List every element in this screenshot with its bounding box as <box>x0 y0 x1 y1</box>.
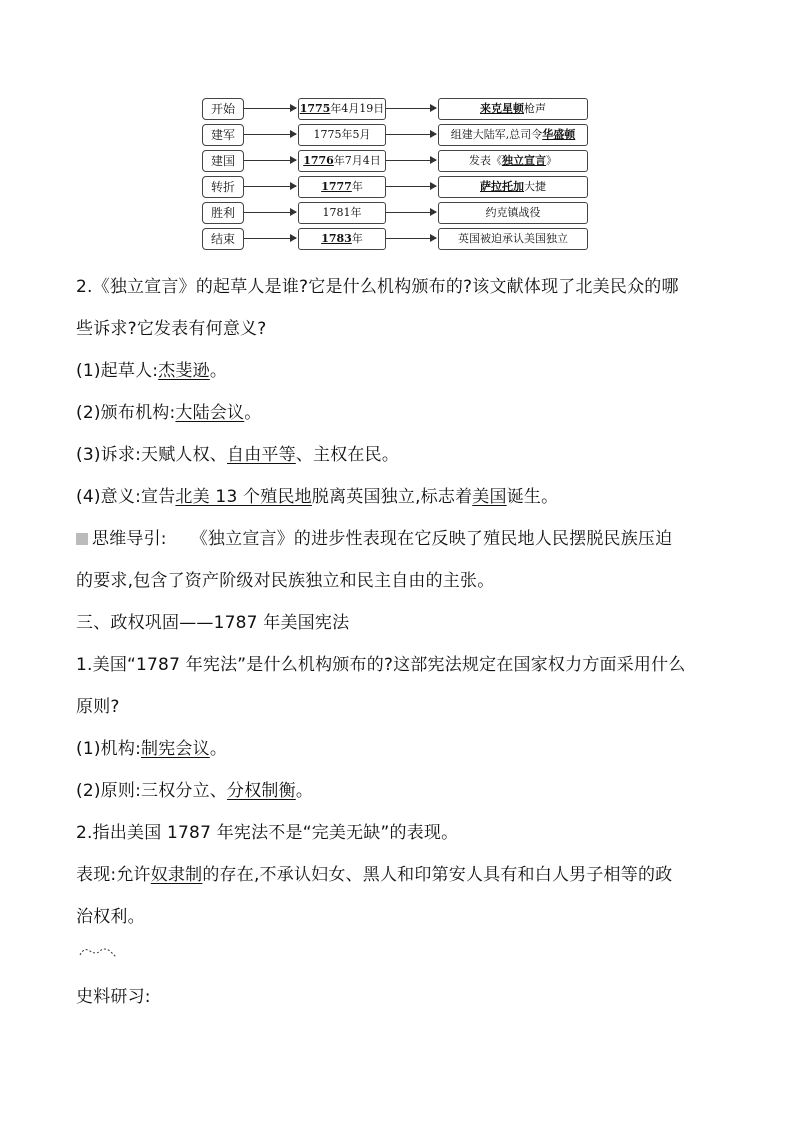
arrow-icon <box>386 160 436 161</box>
arrow-icon <box>244 186 296 187</box>
thinking-guide: 思维导引: 《独立宣言》的进步性表现在它反映了殖民地人民摆脱民族压迫 <box>76 524 672 549</box>
answer-drafter: (1)起草人:杰斐逊。 <box>76 361 228 381</box>
timeline-date: 1781年 <box>298 202 386 224</box>
answer-significance: (4)意义:宣告北美 13 个殖民地脱离英国独立,标志着美国诞生。 <box>76 487 559 507</box>
timeline-event: 萨拉托加大捷 <box>438 176 588 198</box>
question-2-line-2: 些诉求?它发表有何意义? <box>76 319 267 339</box>
guide-icon <box>76 533 88 545</box>
arrow-icon <box>386 108 436 109</box>
timeline-date: 1777年 <box>298 176 386 198</box>
timeline-stage: 建国 <box>202 150 244 172</box>
timeline-event: 来克星顿枪声 <box>438 98 588 120</box>
section-3-question-1-line-1: 1.美国“1787 年宪法”是什么机构颁布的?这部宪法规定在国家权力方面采用什么 <box>76 655 686 675</box>
arrow-icon <box>244 134 296 135</box>
section-3-title: 三、政权巩固——1787 年美国宪法 <box>76 613 350 633</box>
timeline-date: 1775年5月 <box>298 124 386 146</box>
section-3-question-2: 2.指出美国 1787 年宪法不是“完美无缺”的表现。 <box>76 823 459 843</box>
timeline-stage: 开始 <box>202 98 244 120</box>
timeline-date: 1776年7月4日 <box>298 150 386 172</box>
arrow-icon <box>244 160 296 161</box>
timeline-row <box>200 176 592 198</box>
answer-flaws-line-2: 治权利。 <box>76 907 145 927</box>
timeline-row <box>200 98 592 120</box>
timeline-stage: 建军 <box>202 124 244 146</box>
timeline-date: 1783年 <box>298 228 386 250</box>
arrow-icon <box>386 186 436 187</box>
arrow-icon <box>244 238 296 239</box>
timeline-row <box>200 202 592 224</box>
timeline-stage: 胜利 <box>202 202 244 224</box>
timeline-event: 约克镇战役 <box>438 202 588 224</box>
timeline-row <box>200 228 592 250</box>
timeline-row <box>200 150 592 172</box>
timeline-event: 组建大陆军,总司令华盛顿 <box>438 124 588 146</box>
answer-principle: (2)原则:三权分立、分权制衡。 <box>76 781 314 801</box>
timeline-event: 发表《独立宣言》 <box>438 150 588 172</box>
timeline-date: 1775年4月19日 <box>298 98 386 120</box>
section-3-question-1-line-2: 原则? <box>76 697 120 717</box>
answer-demands: (3)诉求:天赋人权、自由平等、主权在民。 <box>76 445 400 465</box>
answer-flaws: 表现:允许奴隶制的存在,不承认妇女、黑人和印第安人具有和白人男子相等的政 <box>76 865 673 885</box>
arrow-icon <box>244 212 296 213</box>
decorative-mark <box>78 945 118 959</box>
thinking-guide-line-2: 的要求,包含了资产阶级对民族独立和民主自由的主张。 <box>76 571 495 591</box>
study-label: 史料研习: <box>76 987 151 1007</box>
timeline-row <box>200 124 592 146</box>
timeline-stage: 结束 <box>202 228 244 250</box>
arrow-icon <box>386 134 436 135</box>
timeline-stage: 转折 <box>202 176 244 198</box>
question-2-line-1: 2.《独立宣言》的起草人是谁?它是什么机构颁布的?该文献体现了北美民众的哪 <box>76 277 679 297</box>
arrow-icon <box>386 212 436 213</box>
timeline-event: 英国被迫承认美国独立 <box>438 228 588 250</box>
answer-institution: (2)颁布机构:大陆会议。 <box>76 403 262 423</box>
arrow-icon <box>386 238 436 239</box>
answer-convention: (1)机构:制宪会议。 <box>76 739 228 759</box>
arrow-icon <box>244 108 296 109</box>
timeline-diagram <box>200 98 592 258</box>
